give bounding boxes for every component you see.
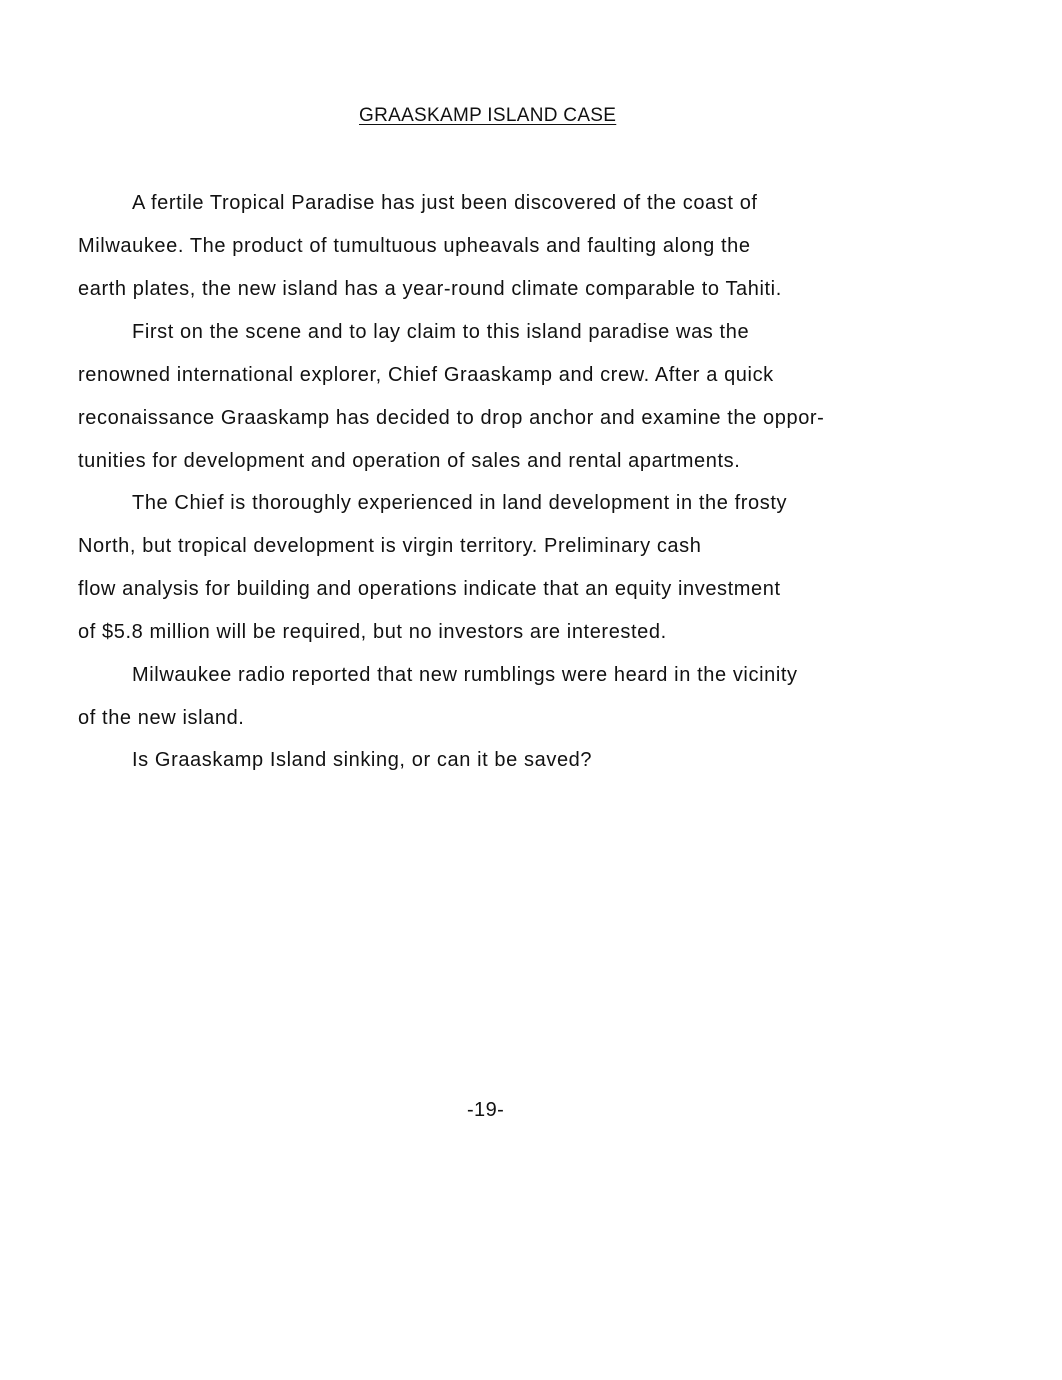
paragraph-4-line-1: Milwaukee radio reported that new rumblings were heard in the vicinity: [132, 664, 798, 686]
paragraph-1-line-1: A fertile Tropical Paradise has just been discovered of the coast of: [132, 192, 758, 214]
paragraph-3-line-4: of $5.8 million will be required, but no investors are interested.: [78, 621, 667, 643]
paragraph-3-line-3: flow analysis for building and operations indicate that an equity investment: [78, 578, 781, 600]
page-number: -19-: [467, 1099, 505, 1121]
paragraph-2-line-3: reconaissance Graaskamp has decided to drop anchor and examine the oppor-: [78, 407, 825, 429]
paragraph-4-line-2: of the new island.: [78, 707, 245, 729]
paragraph-5-line-1: Is Graaskamp Island sinking, or can it be saved?: [132, 749, 593, 771]
paragraph-2-line-1: First on the scene and to lay claim to this island paradise was the: [132, 321, 750, 343]
paragraph-2-line-2: renowned international explorer, Chief Graaskamp and crew. After a quick: [78, 364, 774, 386]
paragraph-2-line-4: tunities for development and operation of sales and rental apartments.: [78, 450, 741, 472]
paragraph-1-line-3: earth plates, the new island has a year-round climate comparable to Tahiti.: [78, 278, 782, 300]
paragraph-3-line-1: The Chief is thoroughly experienced in land development in the frosty: [132, 492, 788, 514]
paragraph-1-line-2: Milwaukee. The product of tumultuous upheavals and faulting along the: [78, 235, 751, 257]
page-title: GRAASKAMP ISLAND CASE: [359, 105, 617, 126]
paragraph-3-line-2: North, but tropical development is virgin territory. Preliminary cash: [78, 535, 702, 557]
